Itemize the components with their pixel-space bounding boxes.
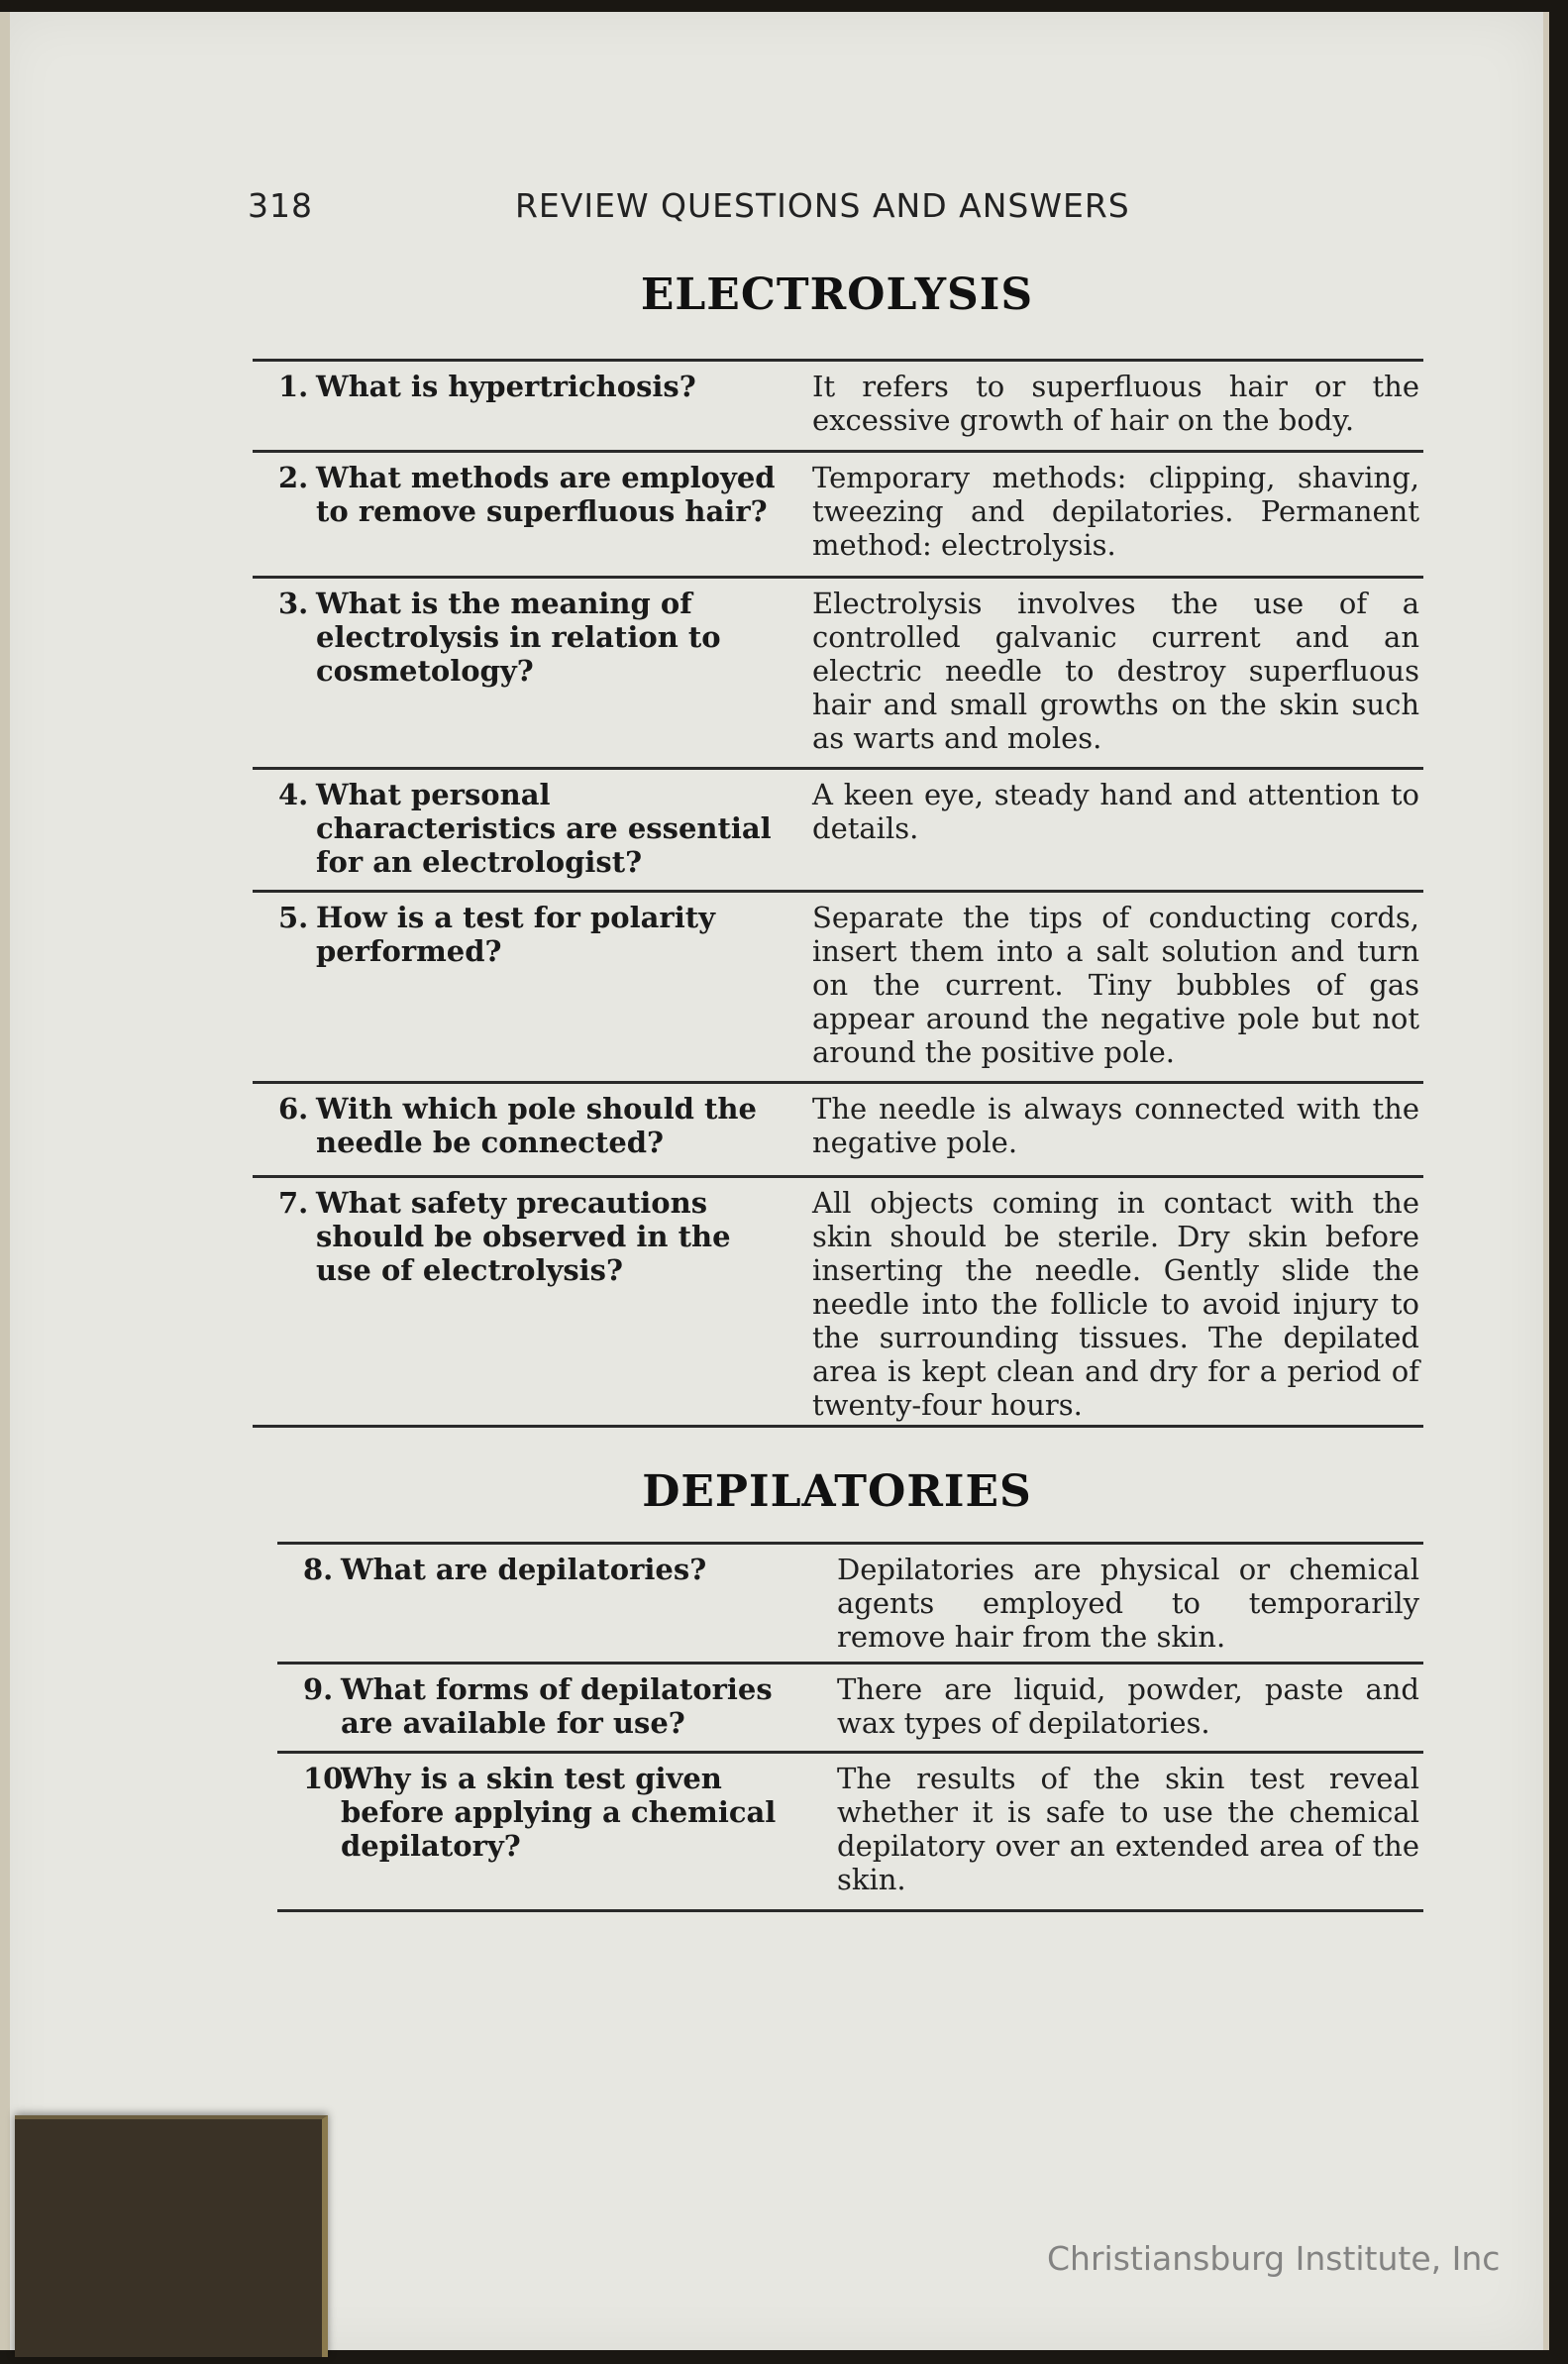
running-title: REVIEW QUESTIONS AND ANSWERS bbox=[515, 186, 1130, 225]
question-number: 5. bbox=[278, 901, 309, 934]
question bbox=[253, 461, 792, 576]
qa-row bbox=[253, 1084, 1423, 1178]
qa-row bbox=[253, 770, 1423, 893]
qa-row bbox=[253, 453, 1423, 579]
question-text: What personal characteristics are essential for an electrologist? bbox=[316, 778, 772, 879]
qa-row bbox=[253, 893, 1423, 1084]
answer: The results of the skin test reveal whether it is safe to use the chemical depilatory over an extended area of the skin. bbox=[837, 1762, 1419, 1896]
answer: Temporary methods: clipping, shaving, tweezing and depilatories. Permanent method: electrolysis. bbox=[812, 461, 1419, 562]
qa-row bbox=[277, 1754, 1423, 1912]
qa-row bbox=[253, 362, 1423, 453]
bookmark-tab bbox=[15, 2115, 328, 2357]
question bbox=[253, 370, 792, 450]
answer: Electrolysis involves the use of a controlled galvanic current and an electric needle to destroy superfluous hair and small growths on the skin such as warts and moles. bbox=[812, 587, 1419, 755]
question-text: What is hypertrichosis? bbox=[316, 370, 696, 403]
answer: All objects coming in contact with the skin should be sterile. Dry skin before inserting the needle. Gently slide the needle into the follicle to avoid injury to the surrounding tissues. The depilated area is kept clean and dry for a period of twenty-four hours. bbox=[812, 1186, 1419, 1422]
qa-row bbox=[253, 1178, 1423, 1428]
answer: The needle is always connected with the negative pole. bbox=[812, 1092, 1419, 1159]
question-number: 9. bbox=[303, 1672, 334, 1706]
question bbox=[253, 901, 792, 1081]
question bbox=[253, 587, 792, 767]
question-text: With which pole should the needle be connected? bbox=[316, 1092, 757, 1159]
question-number: 6. bbox=[278, 1092, 309, 1126]
question-number: 2. bbox=[278, 461, 309, 494]
answer: Separate the tips of conducting cords, insert them into a salt solution and turn on the current. Tiny bubbles of gas appear around the negative pole but not around the positive pole. bbox=[812, 901, 1419, 1069]
question-text: Why is a skin test given before applying a chemical depilatory? bbox=[341, 1762, 777, 1863]
question-text: What are depilatories? bbox=[341, 1553, 707, 1586]
question-number: 4. bbox=[278, 778, 309, 811]
question-text: What methods are employed to remove superfluous hair? bbox=[316, 461, 776, 528]
question-number: 10. bbox=[303, 1762, 354, 1795]
question-text: What is the meaning of electrolysis in relation to cosmetology? bbox=[316, 587, 721, 688]
question bbox=[277, 1762, 817, 1909]
answer: Depilatories are physical or chemical agents employed to temporarily remove hair from the skin. bbox=[837, 1553, 1419, 1654]
running-header bbox=[248, 186, 1164, 236]
answer: There are liquid, powder, paste and wax types of depilatories. bbox=[837, 1672, 1419, 1740]
qa-row bbox=[277, 1545, 1423, 1665]
section-title-electrolysis: ELECTROLYSIS bbox=[640, 269, 1034, 320]
page-edge bbox=[0, 12, 10, 2350]
page-number: 318 bbox=[248, 186, 313, 225]
question-text: What safety precautions should be observed in the use of electrolysis? bbox=[316, 1186, 731, 1287]
question bbox=[253, 778, 792, 890]
answer: A keen eye, steady hand and attention to details. bbox=[812, 778, 1419, 845]
section-title-depilatories: DEPILATORIES bbox=[642, 1466, 1032, 1517]
question-text: What forms of depilatories are available for use? bbox=[341, 1672, 773, 1740]
watermark: Christiansburg Institute, Inc bbox=[1047, 2239, 1501, 2278]
question bbox=[253, 1092, 792, 1175]
question-number: 7. bbox=[278, 1186, 309, 1220]
question-number: 1. bbox=[278, 370, 309, 403]
question-number: 3. bbox=[278, 587, 309, 620]
question-number: 8. bbox=[303, 1553, 334, 1586]
question bbox=[253, 1186, 792, 1425]
qa-table-electrolysis bbox=[253, 359, 1423, 1428]
question bbox=[277, 1553, 817, 1662]
question bbox=[277, 1672, 817, 1751]
qa-row bbox=[253, 579, 1423, 770]
question-text: How is a test for polarity performed? bbox=[316, 901, 715, 968]
qa-table-depilatories bbox=[277, 1542, 1423, 1912]
answer: It refers to superfluous hair or the excessive growth of hair on the body. bbox=[812, 370, 1419, 437]
qa-row bbox=[277, 1665, 1423, 1754]
